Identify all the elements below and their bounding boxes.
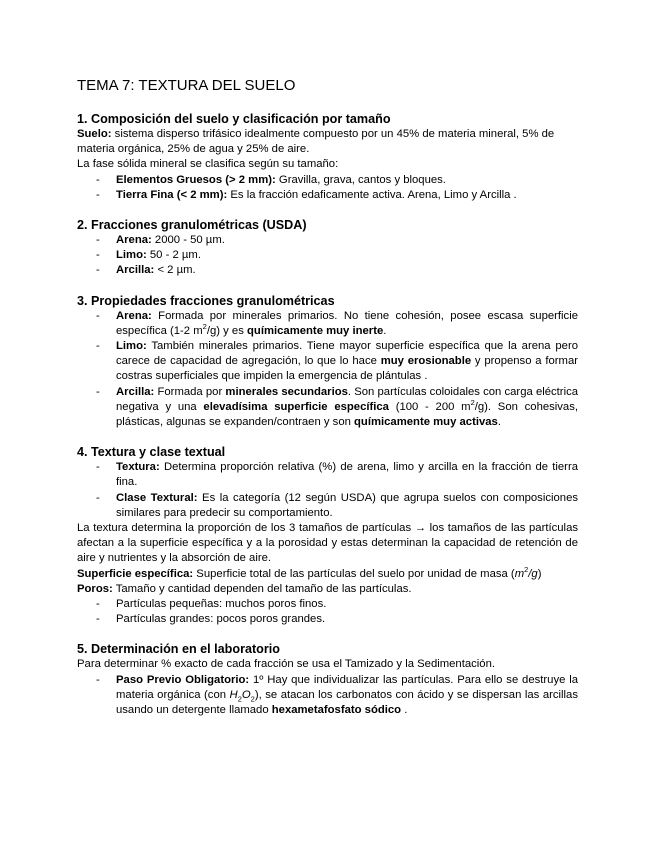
fase-text: La fase sólida mineral se clasifica según su tamaño: [77, 158, 339, 171]
lab-paragraph: Para determinar % exacto de cada fracción se usa el Tamizado y la Sedimentación. [77, 658, 496, 671]
list-item: - Elementos Gruesos (> 2 mm): Gravilla, grava, cantos y bloques. [96, 173, 446, 186]
list-item: - Tierra Fina (< 2 mm): Es la fracción edaficamente activa. Arena, Limo y Arcilla . [96, 188, 517, 201]
fraction-list [77, 233, 578, 279]
section-laboratory [77, 641, 578, 718]
list-item: - Partículas pequeñas: muchos poros finos. [96, 598, 327, 611]
properties-list [77, 309, 578, 431]
suelo-definition: Suelo: sistema disperso trifásico idealmente compuesto por un 45% de materia mineral, 5% de materia orgánica, 25% de agua y 25% de aire. [77, 128, 555, 156]
list-item: - Partículas grandes: pocos poros grandes. [96, 613, 326, 626]
section-heading: 4. Textura y clase textual [77, 445, 226, 460]
document-content [77, 77, 578, 732]
list-item: - Paso Previo Obligatorio: 1º Hay que individualizar las partículas. Para ello se destruye la materia orgánica (con $H_2O_2$), se atacan los carbonatos con ácido y se dispersan las arcillas usando un detergente llamado hexametafosfato sódico . [96, 673, 578, 717]
pores-list [77, 597, 578, 627]
section-heading: 3. Propiedades fracciones granulométricas [77, 293, 335, 308]
term-label: Suelo: [77, 128, 112, 140]
section-texture [77, 444, 578, 627]
texture-list [77, 460, 578, 521]
list-item: - Arcilla: < 2 µm. [96, 264, 196, 277]
section-fractions [77, 217, 578, 279]
section-properties [77, 293, 578, 431]
superficie-definition: Superficie específica: Superficie total de las partículas del suelo por unidad de masa $(m^2/g)$ [77, 564, 542, 580]
list-item: - Arena: Formada por minerales primarios. No tiene cohesión, posee escasa superficie específica (1-2 $m^2/g$) y es químicamente muy inerte. [96, 309, 578, 337]
list-item: - Arcilla: Formada por minerales secundarios. Son partículas coloidales con carga eléctrica negativa y una elevadísima superficie específica (100 - 200 $m^2/g$). Son cohesivas, plásticas, algunas se expanden/contraen y son químicamente muy activas. [96, 385, 579, 429]
section-heading: 2. Fracciones granulométricas (USDA) [77, 218, 307, 233]
list-item: - Limo: También minerales primarios. Tiene mayor superficie específica que la arena pero carece de capacidad de agregación, lo que lo hace muy erosionable y propenso a formar costras superficiales que impiden la emergencia de plántulas . [96, 340, 578, 383]
poros-definition: Poros: Tamaño y cantidad dependen del tamaño de las partículas. [77, 582, 412, 595]
section-composition [77, 111, 578, 203]
lab-list [77, 673, 578, 719]
list-item: - Textura: Determina proporción relativa (%) de arena, limo y arcilla en la fracción de tierra fina. [96, 461, 578, 489]
list-item: - Arena: 2000 - 50 µm. [96, 234, 225, 247]
texture-paragraph: La textura determina la proporción de los 3 tamaños de partículas → los tamaños de las partículas afectan a la superficie específica y a la porosidad y estas determinan la capacidad de retención de aire y nutrientes y la absorción de aire. [77, 522, 578, 565]
section-heading: 5. Determinación en el laboratorio [77, 642, 280, 657]
list-item: - Clase Textural: Es la categoría (12 según USDA) que agrupa suelos con composiciones similares para predecir su comportamiento. [96, 491, 578, 519]
list-item: - Limo: 50 - 2 µm. [96, 249, 201, 262]
page-title: TEMA 7: TEXTURA DEL SUELO [77, 77, 296, 94]
size-list [77, 173, 578, 203]
section-heading: 1. Composición del suelo y clasificación por tamaño [77, 112, 391, 126]
